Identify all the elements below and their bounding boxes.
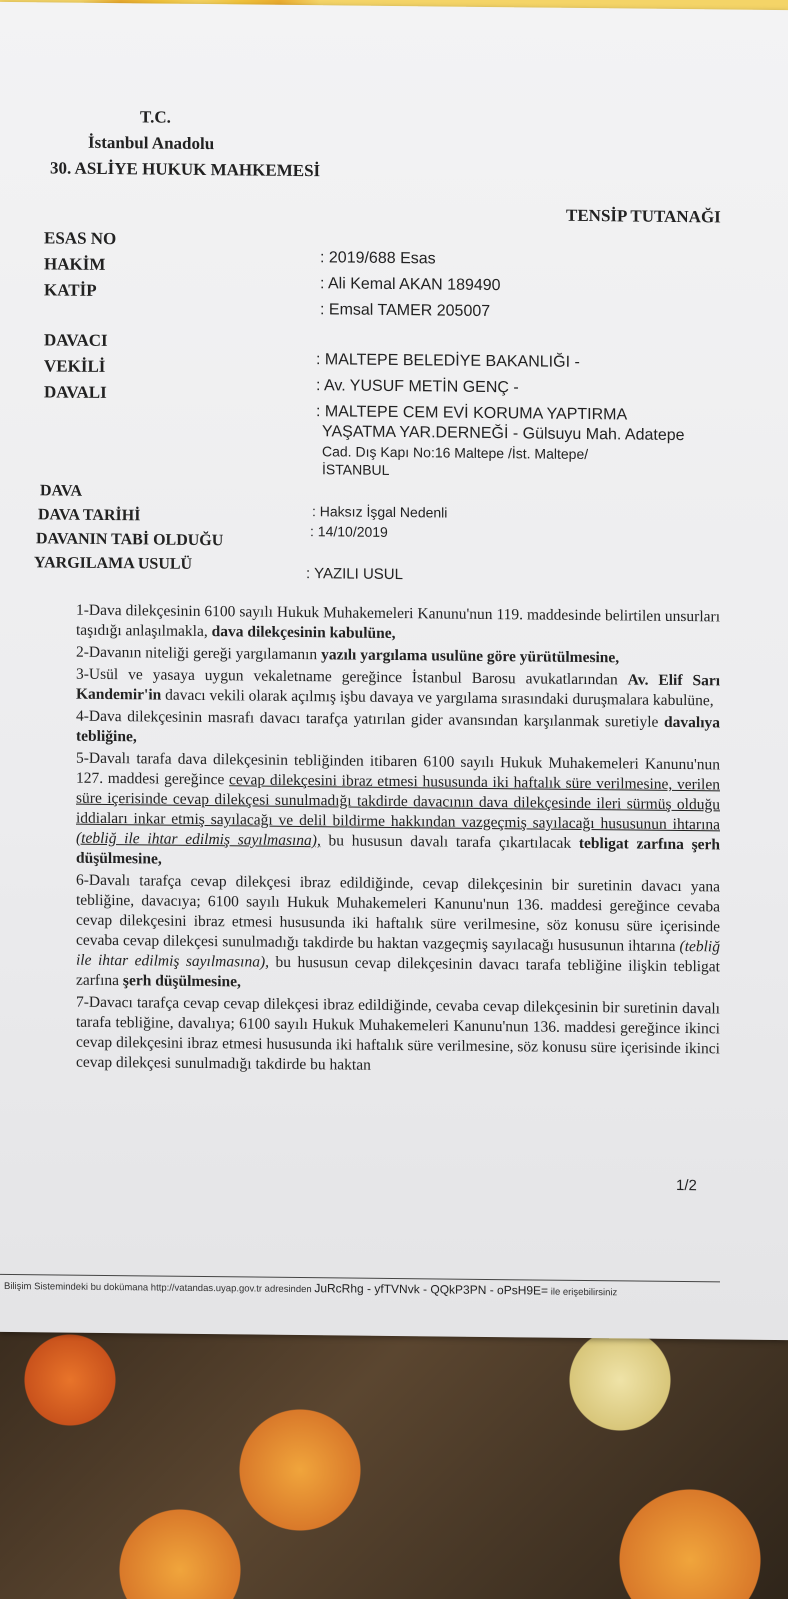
usul-value: : YAZILI USUL xyxy=(306,565,403,584)
davali-value-line-4: İSTANBUL xyxy=(322,461,390,478)
footer-verification-code: JuRcRhg - yfTVNvk - QQkP3PN - oPsH9E= xyxy=(314,1281,549,1298)
davali-label: DAVALI xyxy=(44,382,107,402)
davali-value-line-1: : MALTEPE CEM EVİ KORUMA YAPTIRMA xyxy=(316,403,628,424)
paragraph-6: 6-Davalı tarafça cevap dilekçesi ibraz edildiğinde, cevap dilekçesinin bir suretinin davacı yana tebliğine, davacıya; 6100 sayılı Hukuk Muhakemeleri Kanunu'nun 136. maddesi gereğince cevaba cevap dilekçesini ibraz etmesi hususunda iki haftalık süre verilmesine, söz konusu süre içerisinde cevaba cevap dilekçesi sunulmadığı takdirde bu haktan vazgeçmiş sayılacağı hususunun ihtarına (tebliğ ile ihtar edilmiş sayılmasına), bu hususun cevap dilekçesinin davacı tarafa tebliğine ilişkin tebligat zarfına şerh düşülmesine, xyxy=(76,871,720,991)
document-title: TENSİP TUTANAĞI xyxy=(566,205,721,227)
dava-tarihi-value: : 14/10/2019 xyxy=(310,523,388,540)
esas-no-value: : 2019/688 Esas xyxy=(320,249,436,268)
hakim-label: HAKİM xyxy=(44,254,106,274)
tablecloth-background-bottom xyxy=(0,1320,788,1599)
katip-value: : Emsal TAMER 205007 xyxy=(320,301,491,321)
dava-value: : Haksız İşgal Nedenli xyxy=(312,503,448,521)
footer-text-end: ile erişebilirsiniz xyxy=(550,1286,618,1299)
header-tc: T.C. xyxy=(140,107,171,127)
katip-label: KATİP xyxy=(44,280,97,300)
dava-label: DAVA xyxy=(40,482,83,500)
usul-label-line-1: DAVANIN TABİ OLDUĞU xyxy=(36,530,224,550)
document-page xyxy=(0,2,788,1340)
page-number: 1/2 xyxy=(676,1176,697,1195)
paragraph-2: 2-Davanın niteliği gereği yargılamanın yazılı yargılama usulüne göre yürütülmesine, xyxy=(76,643,620,667)
esas-no-label: ESAS NO xyxy=(44,228,117,249)
paragraph-4: 4-Dava dilekçesinin masrafı davacı tarafça yatırılan gider avansından karşılanmak suretiyle davalıya tebliğine, xyxy=(76,707,720,746)
dava-tarihi-label: DAVA TARİHİ xyxy=(38,506,141,525)
vekili-value: : Av. YUSUF METİN GENÇ - xyxy=(316,377,519,397)
usul-label-line-2: YARGILAMA USULÜ xyxy=(34,554,193,573)
davaci-value: : MALTEPE BELEDİYE BAKANLIĞI - xyxy=(316,351,580,371)
paragraph-1: 1-Dava dilekçesinin 6100 sayılı Hukuk Muhakemeleri Kanunu'nun 119. maddesinde belirtilen unsurları taşıdığı anlaşılmakla, dava dilekçesinin kabulüne, xyxy=(76,601,720,643)
davali-value-line-3: Cad. Dış Kapı No:16 Maltepe /İst. Maltepe/ xyxy=(322,443,589,463)
hakim-value: : Ali Kemal AKAN 189490 xyxy=(320,275,501,295)
header-city: İstanbul Anadolu xyxy=(88,132,215,154)
paragraph-5: 5-Davalı tarafa dava dilekçesinin tebliğinden itibaren 6100 sayılı Hukuk Muhakemeleri Kanunu'nun 127. maddesi gereğince cevap dilekçesini ibraz etmesi hususunda iki haftalık süre verilmesine, verilen süre içerisinde cevap dilekçesi sunulmadığı takdirde davacının dava dilekçesinde ileri sürmüş olduğu iddiaları inkar etmiş sayılacağı ve delil bildirme hakkından vazgeçmiş sayılacağı hususunun ihtarına (tebliğ ile ihtar edilmiş sayılmasına), bu hususun davalı tarafa çıkartılacak tebligat zarfına şerh düşülmesine, xyxy=(76,749,720,868)
header-court: 30. ASLİYE HUKUK MAHKEMESİ xyxy=(50,158,321,181)
vekili-label: VEKİLİ xyxy=(44,356,106,376)
paragraph-7: 7-Davacı tarafça cevap cevap dilekçesi ibraz edildiğinde, cevaba cevap dilekçesinin bir suretinin davalı tarafa tebliğine, davalıya; 6100 sayılı Hukuk Muhakemeleri Kanunu'nun 136. maddesi gereğince ikinci cevap dilekçesini ibraz etmesi hususunda iki haftalık süre verilmesine, söz konusu süre içerisinde ikinci cevap dilekçesi sunulmadığı takdirde bu haktan xyxy=(76,993,720,1074)
paragraph-3: 3-Usül ve yasaya uygun vekaletname gereğince İstanbul Barosu avukatlarından Av. Elif Sarı Kandemir'in davacı vekili olarak açılmış işbu davaya ve yargılama sırasındaki duruşmalara kabulüne, xyxy=(76,665,721,710)
body-text xyxy=(8,600,720,1081)
footer-text-start: Bilişim Sistemindeki bu dokümana http://vatandas.uyap.gov.tr adresinden xyxy=(4,1280,312,1296)
davaci-label: DAVACI xyxy=(44,330,108,351)
davali-value-line-2: YAŞATMA YAR.DERNEĞİ - Gülsuyu Mah. Adatepe xyxy=(322,423,685,445)
